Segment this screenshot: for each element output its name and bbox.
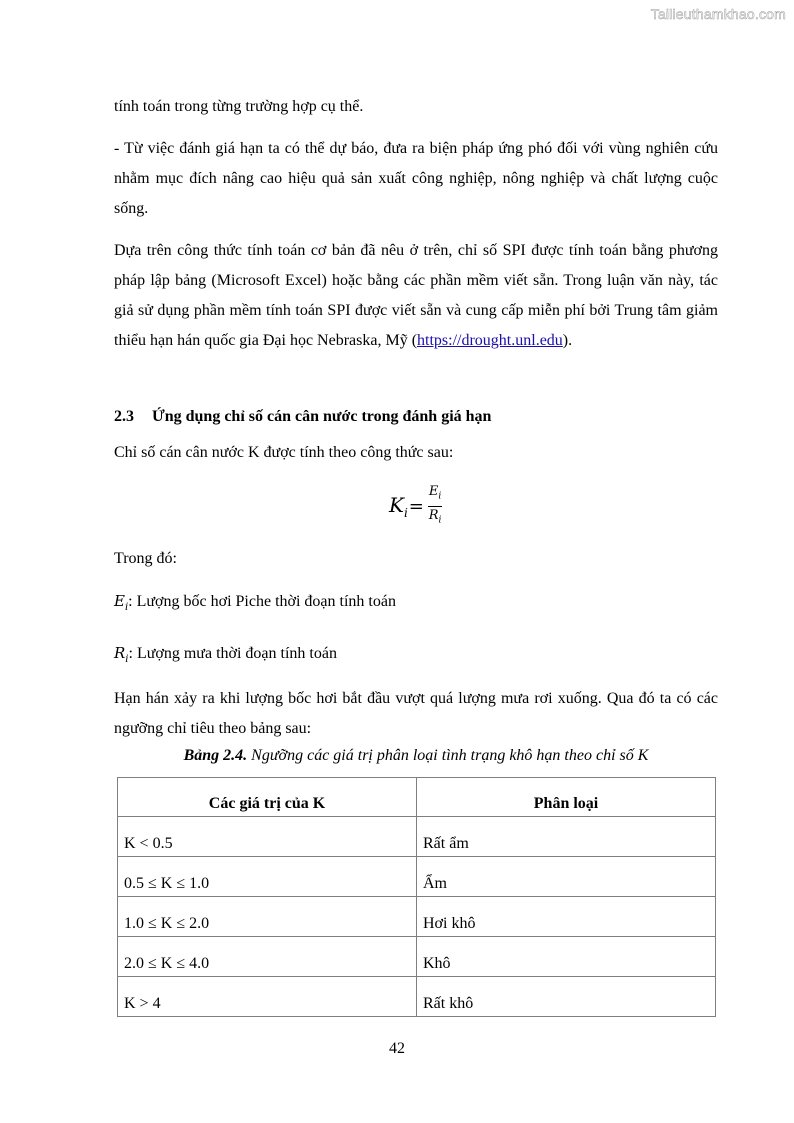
paragraph-forecast: - Từ việc đánh giá hạn ta có thể dự báo, đưa ra biện pháp ứng phó đối với vùng nghiên cứu nhằm mục đích nâng cao hiệu quả sản xuất công nghiệp, nông nghiệp và chất lượng cuộc sống.: [114, 140, 718, 217]
section-number: 2.3: [114, 408, 134, 425]
table-row: [118, 817, 716, 857]
paragraph-drought-thresholds: Hạn hán xảy ra khi lượng bốc hơi bắt đầu vượt quá lượng mưa rơi xuống. Qua đó ta có các ngưỡng chỉ tiêu theo bảng sau:: [114, 690, 718, 737]
header-k-values: Các giá trị của K: [118, 778, 417, 817]
table-row: [118, 937, 716, 977]
watermark: Tailieuthamkhao.com: [650, 6, 786, 22]
table-row: [118, 897, 716, 937]
cell-k-range: 2.0 ≤ K ≤ 4.0: [118, 937, 417, 977]
paragraph-continuation: tính toán trong từng trường hợp cụ thể.: [114, 98, 364, 115]
formula-denominator: $R_i$: [428, 507, 442, 526]
formula-lhs: $K_i$: [389, 493, 408, 521]
drought-unl-link[interactable]: https://drought.unl.edu: [417, 332, 563, 349]
cell-class: Rất ẩm: [417, 817, 716, 857]
header-classification: Phân loại: [417, 778, 716, 817]
k-classification-table: [117, 777, 716, 1017]
table-caption-text: Ngưỡng các giá trị phân loại tình trạng khô hạn theo chỉ số K: [247, 747, 649, 764]
symbol-e: $E_i$: [114, 592, 129, 613]
table-caption-label: Bảng 2.4.: [183, 747, 248, 764]
cell-k-range: K < 0.5: [118, 817, 417, 857]
table-row: [118, 977, 716, 1017]
formula-numerator: $E_i$: [428, 484, 442, 507]
paragraph-k-intro: Chỉ số cán cân nước K được tính theo công thức sau:: [114, 444, 454, 461]
table-header-row: [118, 778, 716, 817]
table-row: [118, 857, 716, 897]
symbol-r: $R_i$: [114, 644, 129, 665]
cell-k-range: K > 4: [118, 977, 417, 1017]
k-formula: [389, 484, 442, 529]
cell-class: Hơi khô: [417, 897, 716, 937]
page-number: 42: [389, 1040, 405, 1057]
table-caption: [0, 745, 794, 767]
paragraph-spi-text: Dựa trên công thức tính toán cơ bản đã nêu ở trên, chỉ số SPI được tính toán bằng phương pháp lập bảng (Microsoft Excel) hoặc bằng các phần mềm viết sẵn. Trong luận văn này, tác giả sử dụng phần mềm tính toán SPI được viết sẵn và cung cấp miễn phí bởi Trung tâm giảm thiểu hạn hán quốc gia Đại học Nebraska, Mỹ (: [114, 242, 718, 349]
definition-rainfall: $R_i$: Lượng mưa thời đoạn tính toán: [114, 644, 337, 665]
paragraph-where: Trong đó:: [114, 550, 177, 567]
cell-k-range: 1.0 ≤ K ≤ 2.0: [118, 897, 417, 937]
definition-evaporation: $E_i$: Lượng bốc hơi Piche thời đoạn tính toán: [114, 592, 396, 613]
cell-class: Ẩm: [417, 857, 716, 897]
cell-class: Khô: [417, 937, 716, 977]
formula-equals: =: [408, 496, 424, 518]
formula-fraction: [428, 484, 442, 529]
section-title: Ứng dụng chỉ số cán cân nước trong đánh giá hạn: [152, 408, 492, 425]
cell-class: Rất khô: [417, 977, 716, 1017]
cell-k-range: 0.5 ≤ K ≤ 1.0: [118, 857, 417, 897]
section-heading: [114, 406, 491, 428]
paragraph-spi-software: [114, 236, 718, 356]
paragraph-spi-end: ).: [562, 332, 573, 349]
